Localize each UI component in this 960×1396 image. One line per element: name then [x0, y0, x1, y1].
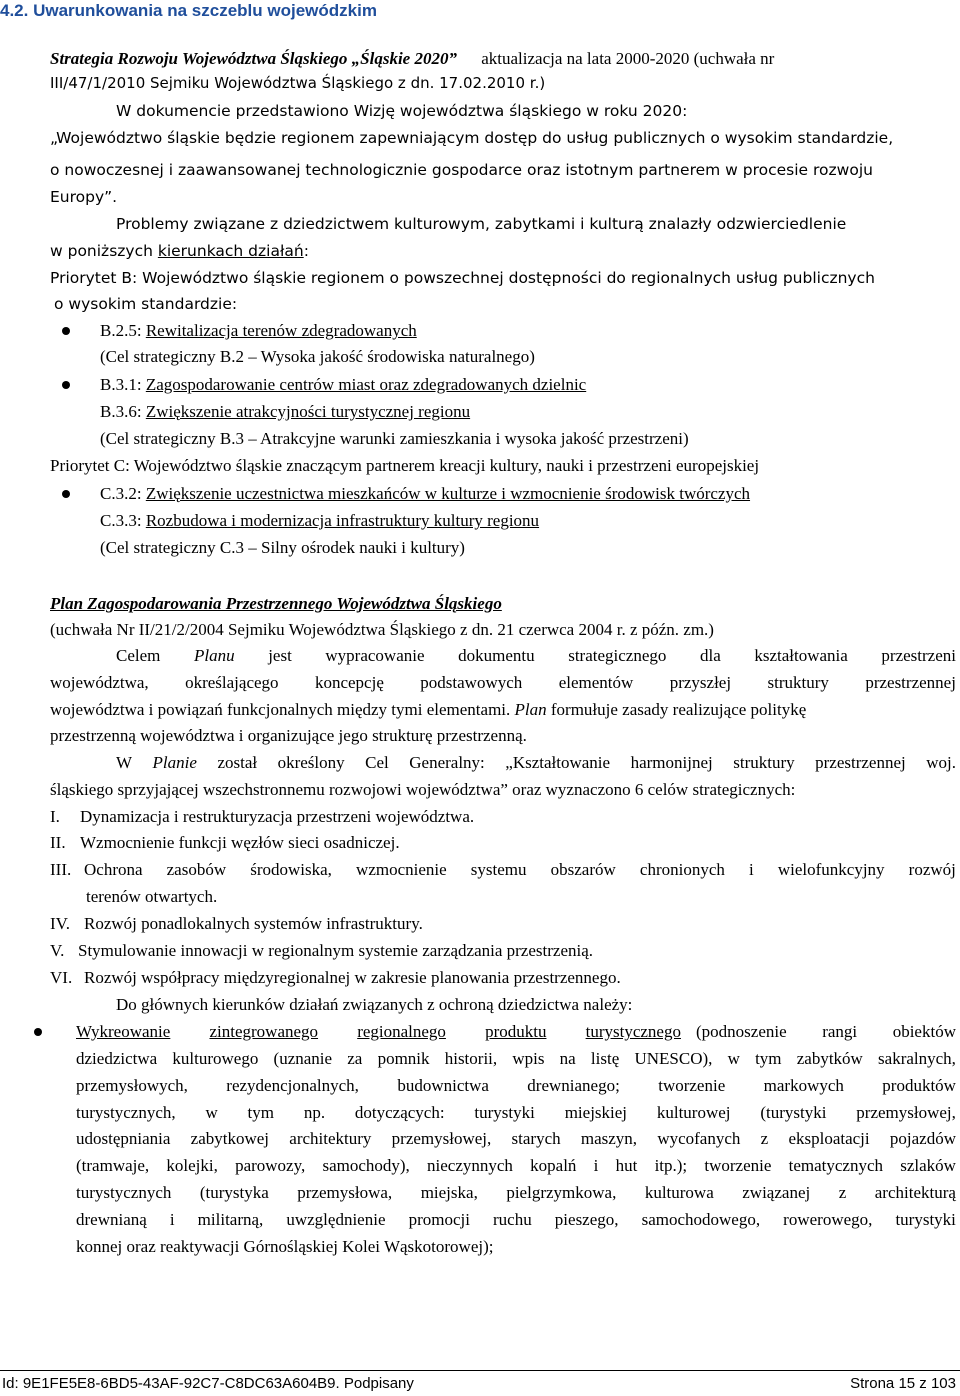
goal-item — [50, 913, 423, 935]
tourism-product-link — [76, 1021, 681, 1043]
word: uwzględnienie — [286, 1210, 386, 1229]
text-fragment: : — [303, 242, 309, 260]
word: podstawowych — [420, 673, 523, 692]
word: budownictwa — [397, 1076, 489, 1095]
goal-b3: (Cel strategiczny B.3 – Atrakcyjne warunki zamieszkania i wysoka jakość przestrzeni) — [100, 429, 689, 448]
word: struktury — [767, 673, 829, 692]
word: przestrzeni — [881, 646, 956, 665]
heritage-bullet-line — [76, 1048, 956, 1070]
document-id: Id: 9E1FE5E8-6BD5-43AF-92C7-C8DC63A604B9. Podpisany — [2, 1375, 414, 1392]
action-code: C.3.2: — [100, 484, 146, 503]
word: dla — [699, 646, 721, 665]
word: kształtowania — [754, 646, 848, 665]
word: listę — [590, 1049, 620, 1068]
directions-link: kierunkach działań — [157, 242, 304, 260]
action-b-3-6 — [100, 401, 470, 423]
word: wielofunkcyjny — [777, 860, 885, 879]
bullet-icon — [34, 1028, 42, 1036]
goal-number: V. — [50, 941, 65, 960]
word: starych — [511, 1129, 561, 1148]
goal-number: VI. — [50, 968, 73, 987]
word: systemu — [470, 860, 527, 879]
action-code: B.2.5: — [100, 321, 146, 340]
word: produktu — [485, 1022, 547, 1041]
heritage-bullet-line — [76, 1155, 956, 1177]
word: hut — [615, 1156, 638, 1175]
heritage-bullet-line — [76, 1128, 956, 1150]
word: środowiska, — [250, 860, 332, 879]
heritage-bullet-line — [76, 1182, 956, 1204]
word: przemysłowej, — [856, 1103, 956, 1122]
word: przyszłej — [669, 673, 732, 692]
action-title: Rozbudowa i modernizacja infrastruktury kultury regionu — [145, 511, 540, 530]
word: dziedzictwa — [76, 1049, 158, 1068]
word: tym — [247, 1103, 274, 1122]
word: województwa, — [50, 673, 149, 692]
word: chronionych — [639, 860, 725, 879]
word: wzmocnienie — [356, 860, 447, 879]
action-code: C.3.3: — [100, 511, 146, 530]
goal-number: I. — [50, 807, 60, 826]
word: przemysłowych, — [76, 1076, 188, 1095]
word: samochodowego, — [641, 1210, 761, 1229]
word: pomnik — [377, 1049, 430, 1068]
goal-text: Rozwój współpracy międzyregionalnej w zakresie planowania przestrzennego. — [84, 968, 621, 987]
word: (tramwaje, — [76, 1156, 150, 1175]
strategy-title-line — [50, 48, 774, 70]
action-c-3-3 — [100, 510, 539, 532]
action-code: B.3.6: — [100, 402, 146, 421]
page-number: Strona 15 z 103 — [850, 1375, 956, 1392]
goal-text — [84, 859, 956, 881]
word: określony — [277, 753, 345, 772]
word: szlaków — [900, 1156, 956, 1175]
word: sakralnych, — [878, 1049, 956, 1068]
word: miejskiej — [564, 1103, 628, 1122]
word: przestrzennej — [865, 673, 956, 692]
heritage-bullet-line — [76, 1102, 956, 1124]
word: rozwój — [908, 860, 956, 879]
heritage-bullet-line1 — [76, 1021, 956, 1043]
word: turystycznych, — [76, 1103, 176, 1122]
word: wycofanych — [657, 1129, 741, 1148]
goal-item — [50, 806, 475, 828]
word: Planie — [152, 753, 197, 772]
strategy-title-rest: aktualizacja na lata 2000-2020 (uchwała nr — [481, 49, 775, 68]
word: nieczynnych — [427, 1156, 513, 1175]
word: zasobów — [166, 860, 227, 879]
word: ruchu — [493, 1210, 532, 1229]
word: np. — [303, 1103, 326, 1122]
goal-text: Wzmocnienie funkcji węzłów sieci osadniczej. — [80, 833, 400, 852]
word: strategicznego — [568, 646, 667, 665]
word: pielgrzymkowa, — [506, 1183, 617, 1202]
word: koncepcję — [314, 673, 384, 692]
word: kopalń — [530, 1156, 577, 1175]
word: struktury — [733, 753, 795, 772]
word: dotyczących: — [354, 1103, 445, 1122]
word: za — [347, 1049, 363, 1068]
goal-item — [50, 940, 594, 962]
word: W — [116, 753, 133, 772]
word: harmonijnej — [630, 753, 713, 772]
word: rangi — [822, 1022, 858, 1041]
heritage-problems-line2 — [50, 240, 309, 262]
goal-b2: (Cel strategiczny B.2 – Wysoka jakość środowiska naturalnego) — [100, 347, 535, 366]
action-b-2-5 — [100, 320, 417, 342]
text-fragment: województwa i powiązań funkcjonalnych między tymi elementami. — [50, 700, 515, 719]
heritage-bullet-line — [76, 1209, 956, 1231]
word: kolejki, — [166, 1156, 218, 1175]
goal-text-continued: terenów otwartych. — [86, 887, 218, 906]
action-title: Rewitalizacja terenów zdegradowanych — [145, 321, 417, 340]
word: promocji — [408, 1210, 470, 1229]
word: tym — [755, 1049, 782, 1068]
word: maszyn, — [580, 1129, 638, 1148]
goal-number: III. — [50, 860, 72, 879]
plan-resolution: (uchwała Nr II/21/2/2004 Sejmiku Województwa Śląskiego z dn. 21 czerwca 2004 r. z późn. zm.) — [50, 620, 714, 639]
action-code: B.3.1: — [100, 375, 146, 394]
word: i — [749, 860, 754, 879]
word: turystycznego — [585, 1022, 681, 1041]
plan-title: Plan Zagospodarowania Przestrzennego Województwa Śląskiego — [50, 594, 502, 613]
word: UNESCO), — [634, 1049, 713, 1068]
word: drewnianego; — [527, 1076, 620, 1095]
priority-c: Priorytet C: Województwo śląskie znaczącym partnerem kreacji kultury, nauki i przestrzeni europejskiej — [50, 456, 760, 475]
word: zintegrowanego — [209, 1022, 319, 1041]
plan-p1-line2 — [50, 672, 956, 694]
vision-quote-line2: o nowoczesnej i zaawansowanej technologicznie gospodarce oraz istotnym partnerem w procesie rozwoju — [50, 161, 873, 179]
word: tworzenie — [658, 1076, 726, 1095]
goal-number: II. — [50, 833, 66, 852]
heritage-problems-line1: Problemy związane z dziedzictwem kulturowym, zabytkami i kulturą znalazły odzwierciedlenie — [116, 215, 847, 233]
word: rezydencjonalnych, — [226, 1076, 359, 1095]
plan-word: Plan — [514, 700, 547, 719]
word: przemysłowa, — [297, 1183, 393, 1202]
section-heading: 4.2. Uwarunkowania na szczeblu wojewódzkim — [0, 1, 377, 20]
word: Generalny: — [409, 753, 485, 772]
word: określającego — [185, 673, 279, 692]
word: dokumentu — [458, 646, 535, 665]
word: zabytków — [796, 1049, 863, 1068]
word: Celem — [116, 646, 161, 665]
word: regionalnego — [357, 1022, 446, 1041]
text-fragment — [696, 1021, 956, 1043]
word: z — [838, 1183, 847, 1202]
goal-text: Rozwój ponadlokalnych systemów infrastruktury. — [84, 914, 423, 933]
word: produktów — [882, 1076, 956, 1095]
word: „Kształtowanie — [505, 753, 611, 772]
text-fragment: w poniższych — [50, 242, 158, 260]
word: kulturowej — [656, 1103, 731, 1122]
plan-p1-line4: przestrzenną województwa i organizujące jego strukturę przestrzenną. — [50, 726, 527, 745]
word: historii, — [444, 1049, 498, 1068]
heritage-directions-intro: Do głównych kierunków działań związanych z ochroną dziedzictwa należy: — [116, 995, 633, 1014]
word: na — [559, 1049, 576, 1068]
word: pojazdów — [889, 1129, 956, 1148]
word: i — [593, 1156, 599, 1175]
word: kulturowego — [172, 1049, 259, 1068]
word: został — [217, 753, 258, 772]
word: przemysłowej, — [391, 1129, 492, 1148]
word: turystyki — [895, 1210, 956, 1229]
bullet-icon — [62, 490, 70, 498]
word: (turystyki — [760, 1103, 827, 1122]
word: turystycznych — [76, 1183, 172, 1202]
plan-p1-line1 — [116, 645, 956, 667]
goal-text: Dynamizacja i restrukturyzacja przestrzeni województwa. — [80, 807, 475, 826]
word: markowych — [763, 1076, 844, 1095]
word: parowozy, — [235, 1156, 306, 1175]
word: Ochrona — [84, 860, 143, 879]
word: obiektów — [892, 1022, 956, 1041]
text-fragment: formułuje zasady realizujące politykę — [546, 700, 807, 719]
action-c-3-2 — [100, 483, 750, 505]
heritage-bullet-line — [76, 1075, 956, 1097]
word: miejska, — [420, 1183, 478, 1202]
plan-p2-line1 — [116, 752, 956, 774]
word: wypracowanie — [325, 646, 425, 665]
goal-item — [50, 832, 400, 854]
word: przestrzennej — [815, 753, 906, 772]
word: architektury — [289, 1129, 372, 1148]
plan-p1-line3 — [50, 699, 806, 721]
vision-quote-line1: „Województwo śląskie będzie regionem zapewniającym dostęp do usług publicznych o wysokim standardzie, — [50, 129, 894, 147]
vision-intro: W dokumencie przedstawiono Wizję województwa śląskiego w roku 2020: — [116, 102, 688, 120]
word: z — [760, 1129, 769, 1148]
action-b-3-1 — [100, 374, 586, 396]
word: tworzenie — [704, 1156, 772, 1175]
word: jest — [268, 646, 292, 665]
priority-b-line1: Priorytet B: Województwo śląskie regionem o powszechnej dostępności do regionalnych usług publicznych — [50, 269, 875, 287]
word: wpis — [512, 1049, 545, 1068]
bullet-icon — [62, 327, 70, 335]
goal-number: IV. — [50, 914, 70, 933]
word: udostępniania — [76, 1129, 171, 1148]
word: itp.); — [654, 1156, 688, 1175]
goal-text: Stymulowanie innowacji w regionalnym systemie zarządzania przestrzenią. — [78, 941, 594, 960]
word: (podnoszenie — [696, 1022, 787, 1041]
word: turystyki — [474, 1103, 535, 1122]
heritage-bullet-last-line: konnej oraz reaktywacji Górnośląskiej Kolei Wąskotorowej); — [76, 1237, 494, 1256]
word: militarną, — [197, 1210, 264, 1229]
word: samochody), — [322, 1156, 410, 1175]
bullet-icon — [62, 381, 70, 389]
word: (turystyka — [199, 1183, 269, 1202]
priority-b-line2: o wysokim standardzie: — [54, 295, 238, 313]
action-title: Zwiększenie uczestnictwa mieszkańców w kulturze i wzmocnienie środowisk twórczych — [145, 484, 751, 503]
strategy-resolution: III/47/1/2010 Sejmiku Województwa Śląskiego z dn. 17.02.2010 r.) — [50, 74, 546, 92]
strategy-title: Strategia Rozwoju Województwa Śląskiego „Śląskie 2020” — [50, 49, 457, 68]
word: zabytkowej — [190, 1129, 270, 1148]
word: związanej — [742, 1183, 811, 1202]
word: (uznanie — [273, 1049, 333, 1068]
word: rowerowego, — [783, 1210, 873, 1229]
action-title: Zwiększenie atrakcyjności turystycznej regionu — [145, 402, 471, 421]
word: Wykreowanie — [76, 1022, 171, 1041]
word: drewnianą — [76, 1210, 147, 1229]
goal-item — [50, 967, 621, 989]
word: elementów — [558, 673, 634, 692]
word: w — [205, 1103, 218, 1122]
word: obszarów — [550, 860, 616, 879]
plan-p2-line2: śląskiego sprzyjającej wszechstronnemu rozwojowi województwa” oraz wyznaczono 6 celów strategicznych: — [50, 780, 796, 799]
word: eksploatacji — [788, 1129, 870, 1148]
word: pieszego, — [554, 1210, 619, 1229]
word: tematycznych — [788, 1156, 884, 1175]
word: Planu — [193, 646, 235, 665]
word: i — [169, 1210, 175, 1229]
footer-divider — [0, 1370, 960, 1371]
goal-c3: (Cel strategiczny C.3 – Silny ośrodek nauki i kultury) — [100, 538, 465, 557]
word: w — [727, 1049, 740, 1068]
word: Cel — [365, 753, 389, 772]
word: woj. — [926, 753, 956, 772]
word: architekturą — [874, 1183, 956, 1202]
action-title: Zagospodarowanie centrów miast oraz zdegradowanych dzielnic — [145, 375, 587, 394]
vision-quote-line3: Europy”. — [50, 188, 118, 206]
word: kulturowa — [644, 1183, 714, 1202]
